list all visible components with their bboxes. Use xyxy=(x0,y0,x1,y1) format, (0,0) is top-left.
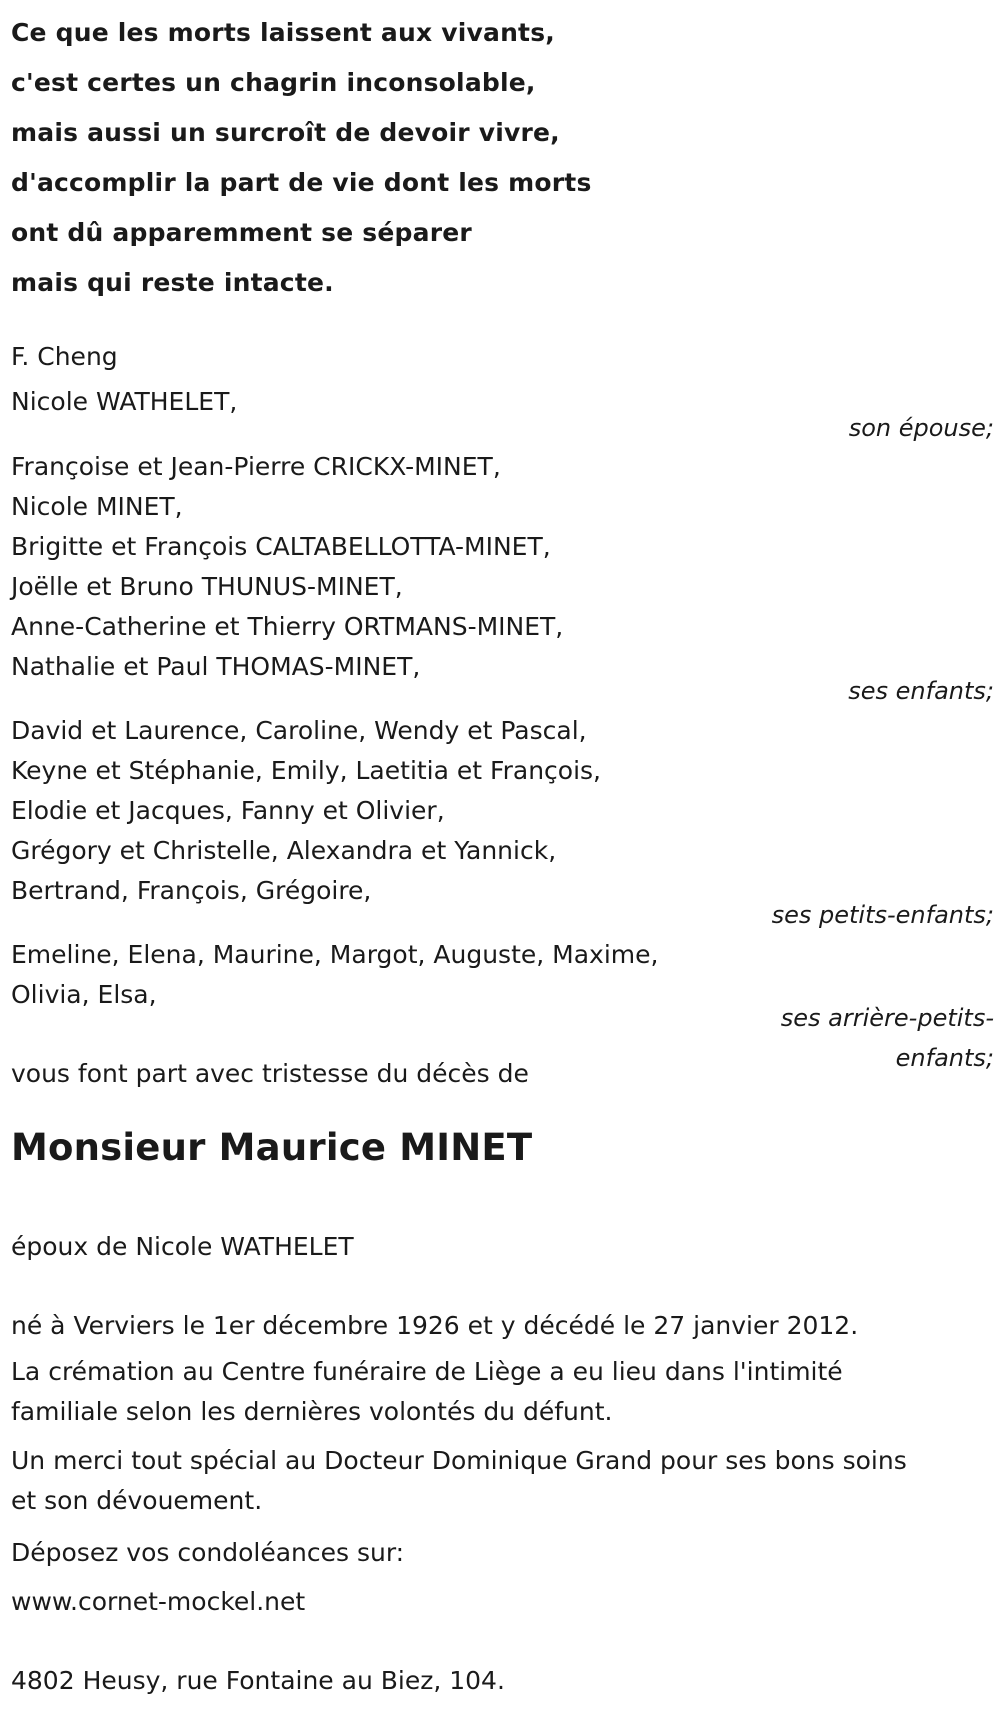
condolences-website-link[interactable]: www.cornet-mockel.net xyxy=(11,1587,306,1616)
poem-line: ont dû apparemment se séparer xyxy=(11,218,472,247)
family-address: 4802 Heusy, rue Fontaine au Biez, 104. xyxy=(11,1666,505,1695)
family-name-line: Françoise et Jean-Pierre CRICKX-MINET, xyxy=(11,452,501,481)
paragraph-line: familiale selon les dernières volontés du défunt. xyxy=(11,1397,613,1426)
family-name-line: David et Laurence, Caroline, Wendy et Pascal, xyxy=(11,716,587,745)
poem-line: d'accomplir la part de vie dont les morts xyxy=(11,168,592,197)
children-names xyxy=(11,447,563,687)
paragraph-line: Un merci tout spécial au Docteur Dominique Grand pour ses bons soins xyxy=(11,1446,907,1475)
grandchildren-names xyxy=(11,711,601,911)
family-name-line: Keyne et Stéphanie, Emily, Laetitia et François, xyxy=(11,756,601,785)
role-line: enfants; xyxy=(895,1044,994,1072)
spouse-role: son épouse; xyxy=(848,414,994,442)
family-name-line: Emeline, Elena, Maurine, Margot, Auguste, Maxime, xyxy=(11,940,659,969)
poem-line: Ce que les morts laissent aux vivants, xyxy=(11,18,555,47)
family-name-line: Bertrand, François, Grégoire, xyxy=(11,876,372,905)
family-name-line: Anne-Catherine et Thierry ORTMANS-MINET, xyxy=(11,612,564,641)
role-line: ses arrière-petits- xyxy=(780,1004,994,1032)
birth-death-dates: né à Verviers le 1er décembre 1926 et y décédé le 27 janvier 2012. xyxy=(11,1311,859,1340)
deceased-spouse-line: époux de Nicole WATHELET xyxy=(11,1232,354,1261)
announcement-text: vous font part avec tristesse du décès de xyxy=(11,1059,529,1088)
paragraph-line: La crémation au Centre funéraire de Liège a eu lieu dans l'intimité xyxy=(11,1357,843,1386)
family-name-line: Joëlle et Bruno THUNUS-MINET, xyxy=(11,572,403,601)
family-name-line: Nathalie et Paul THOMAS-MINET, xyxy=(11,652,421,681)
children-role: ses enfants; xyxy=(848,677,994,705)
poem-line: mais aussi un surcroît de devoir vivre, xyxy=(11,118,560,147)
family-name-line: Elodie et Jacques, Fanny et Olivier, xyxy=(11,796,445,825)
family-name-line: Nicole WATHELET, xyxy=(11,387,238,416)
family-name-line: Brigitte et François CALTABELLOTTA-MINET, xyxy=(11,532,551,561)
family-name-line: Nicole MINET, xyxy=(11,492,183,521)
poem-line: mais qui reste intacte. xyxy=(11,268,334,297)
grandchildren-role: ses petits-enfants; xyxy=(771,901,994,929)
cremation-notice xyxy=(11,1352,986,1432)
great-grandchildren-names xyxy=(11,935,658,1015)
poem-line: c'est certes un chagrin inconsolable, xyxy=(11,68,536,97)
family-name-line: Grégory et Christelle, Alexandra et Yannick, xyxy=(11,836,557,865)
paragraph-line: et son dévouement. xyxy=(11,1486,263,1515)
condolences-label: Déposez vos condoléances sur: xyxy=(11,1538,405,1567)
epigraph-poem xyxy=(11,8,592,308)
thanks-notice xyxy=(11,1441,986,1521)
great-grandchildren-role xyxy=(754,998,994,1078)
poem-author: F. Cheng xyxy=(11,342,118,371)
spouse-names xyxy=(11,382,237,422)
deceased-name: Monsieur Maurice MINET xyxy=(11,1126,533,1169)
family-name-line: Olivia, Elsa, xyxy=(11,980,157,1009)
